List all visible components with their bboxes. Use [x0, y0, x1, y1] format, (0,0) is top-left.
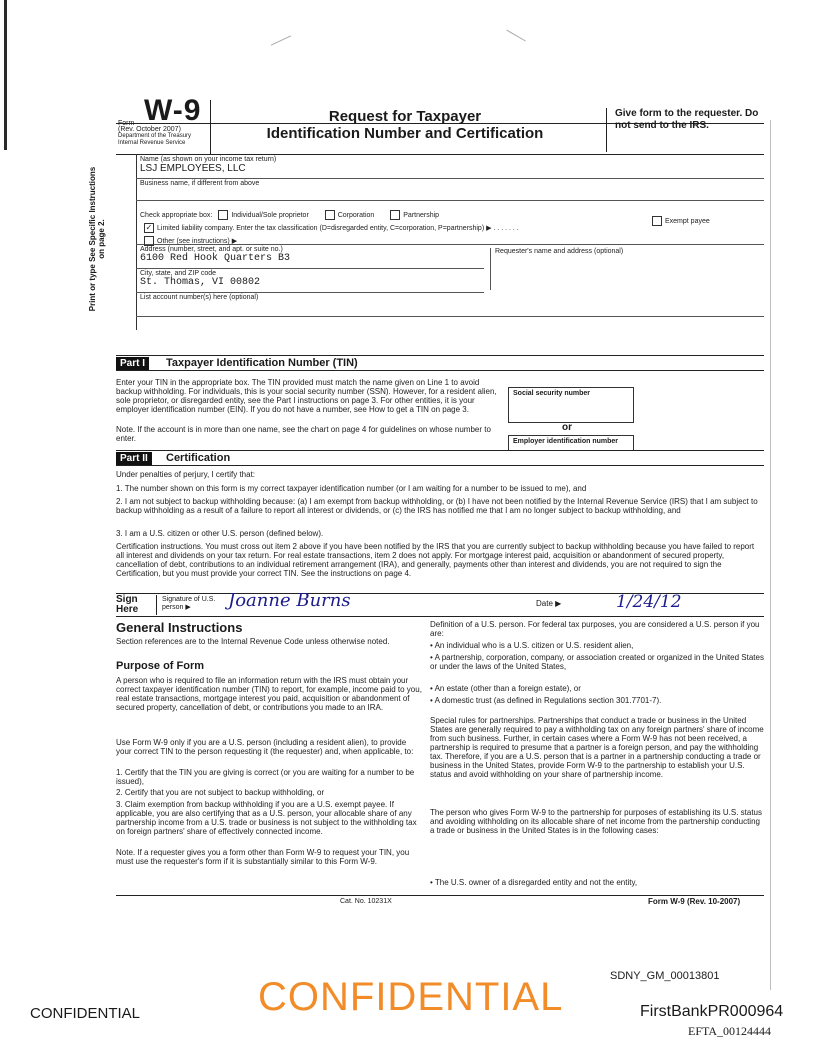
form-word: Form: [118, 120, 135, 127]
dept-line2: Internal Revenue Service: [118, 140, 186, 146]
business-label: Business name, if different from above: [140, 180, 260, 187]
rev-date: (Rev. October 2007): [118, 126, 181, 133]
address-value: 6100 Red Hook Quarters B3: [140, 253, 291, 264]
header-rule-bottom: [116, 154, 764, 155]
part1-text: Enter your TIN in the appropriate box. The TIN provided must match the name given on Line 1 to avoid backup withholding. For individuals, this is your social security number (SSN). However, for a resident alien, sole proprietor, or disregarded entity, see the Part I instructions on page 3. For other entities, it is your employer identification number (EIN). If you do not have a number, see How to get a TIN on page 3.: [116, 378, 497, 414]
name-field[interactable]: [136, 156, 764, 179]
give-form-note: Give form to the requester. Do not send to the IRS.: [606, 108, 773, 152]
side-label: [82, 160, 112, 324]
bates-sdny: SDNY_GM_00013801: [610, 970, 720, 982]
part2-tag: Part II: [116, 452, 152, 465]
checkbox-partnership[interactable]: [390, 210, 400, 220]
cert-item1: 1. The number shown on this form is my correct taxpayer identification number (or I am waiting for a number to be issued to me), and: [116, 484, 587, 493]
business-field[interactable]: [136, 180, 764, 201]
checkbox-other[interactable]: [144, 236, 154, 246]
purpose-p5: 3. Claim exemption from backup withholding if you are a U.S. exempt payee. If applicable, you are also certifying that as a U.S. person, your allocable share of any partnership income from a U.S. trade or business is not subject to the withholding tax on foreign partners' share of effectively connected income.: [116, 800, 417, 836]
date-label: Date ▶: [536, 599, 562, 608]
account-field[interactable]: [136, 294, 764, 317]
address-label: Address (number, street, and apt. or suite no.): [140, 246, 283, 253]
exempt-box: [648, 216, 758, 226]
def-b3: • An estate (other than a foreign estate), or: [430, 684, 581, 693]
title-line1: Request for Taxpayer: [328, 108, 482, 125]
date-value[interactable]: 1/24/12: [616, 592, 682, 612]
title-line2: Identification Number and Certification: [266, 125, 544, 142]
part1-bar: [116, 355, 764, 371]
confidential-stamp: CONFIDENTIAL: [258, 975, 564, 1019]
side-label-text: Print or type See Specific Instructions on page 2.: [88, 166, 106, 312]
owner-bullet: • The U.S. owner of a disregarded entity and not the entity,: [430, 878, 638, 887]
scan-edge-right: [770, 120, 771, 990]
confidential-label: CONFIDENTIAL: [30, 1005, 141, 1022]
account-label: List account number(s) here (optional): [140, 294, 259, 301]
def-b2: • A partnership, corporation, company, or association created or organized in the United States or under the laws of the United States,: [430, 653, 764, 671]
dept-line1: Department of the Treasury: [118, 133, 192, 139]
special-rules: Special rules for partnerships. Partnerships that conduct a trade or business in the United States are generally required to pay a withholding tax on any foreign partners' share of income from such business. Further, in certain cases where a Form W-9 has not been received, a partnership is required to presume that a partner is a foreign person, and pay the withholding tax. Therefore, if you are a U.S. person that is a partner in a partnership conducting a trade or business in the United States, provide Form W-9 to the partnership to establish your U.S. status and avoid withholding on your share of partnership income.: [430, 716, 764, 779]
cat-no: Cat. No. 10231X: [340, 898, 392, 905]
opt-partnership: Partnership: [403, 211, 440, 219]
purpose-heading: Purpose of Form: [116, 660, 205, 672]
scan-smudge: [506, 30, 526, 42]
bates-firstbank: FirstBankPR000964: [640, 1003, 784, 1020]
general-heading: General Instructions: [116, 620, 243, 635]
part2-bar: [116, 450, 764, 466]
sign-here: Sign Here: [116, 595, 157, 615]
check-label: Check appropriate box:: [140, 211, 213, 219]
person-paragraph: The person who gives Form W-9 to the partnership for purposes of establishing its U.S. status and avoiding withholding on its allocable share of net income from the partnership conducting a trade or business in the United States is in the following cases:: [430, 808, 763, 835]
checkbox-exempt[interactable]: [652, 216, 662, 226]
opt-corporation: Corporation: [337, 211, 375, 219]
cert-instructions: Certification instructions. You must cross out item 2 above if you have been notified by the IRS that you are currently subject to backup withholding because you have failed to report all interest and dividends on your tax return. For real estate transactions, item 2 does not apply. For mortgage interest paid, acquisition or abandonment of secured property, cancellation of debt, contributions to an individual retirement arrangement (IRA), and generally, payments other than interest and dividends, you are not required to sign the Certification, but you must provide your correct TIN. See the instructions on page 4.: [116, 542, 755, 578]
ein-box[interactable]: [508, 435, 634, 451]
part1-tag: Part I: [116, 357, 149, 370]
signature[interactable]: Joanne Burns: [228, 590, 351, 611]
bates-efta: EFTA_00124444: [688, 1024, 772, 1038]
cert-item2: 2. I am not subject to backup withholding because: (a) I am exempt from backup withholding, or (b) I have not been notified by the Internal Revenue Service (IRS) that I am subject to backup withholding as a result of a failure to report all interest or dividends, or (c) the IRS has notified me that I am no longer subject to backup withholding, and: [116, 497, 758, 515]
form-number: W-9: [144, 94, 202, 127]
city-field[interactable]: [136, 270, 484, 293]
purpose-p1: A person who is required to file an information return with the IRS must obtain your correct taxpayer identification number (TIN) to report, for example, income paid to you, real estate transactions, mortgage interest you paid, acquisition or abandonment of secured property, cancellation of debt, or contributions you made to an IRA.: [116, 676, 422, 712]
def-p1: Definition of a U.S. person. For federal tax purposes, you are considered a U.S. person if you are:: [430, 620, 760, 638]
ssn-label: Social security number: [513, 390, 591, 397]
scan-edge-left: [4, 0, 7, 150]
address-field[interactable]: [136, 246, 484, 269]
part1-title: Taxpayer Identification Number (TIN): [166, 357, 358, 369]
sig-label: Signature of U.S. person ▶: [162, 596, 216, 611]
footer-rule: [116, 895, 764, 896]
opt-other: Other (see instructions) ▶: [157, 237, 238, 245]
purpose-p3: 1. Certify that the TIN you are giving is correct (or you are waiting for a number to be issued),: [116, 768, 415, 786]
form-rev: [118, 126, 210, 147]
def-b1: • An individual who is a U.S. citizen or U.S. resident alien,: [430, 641, 634, 650]
purpose-p2: Use Form W-9 only if you are a U.S. person (including a resident alien), to provide your correct TIN to the person requesting it (the requester) and, when applicable, to:: [116, 738, 414, 756]
part2-intro: Under penalties of perjury, I certify that:: [116, 470, 256, 479]
requester-label: Requester's name and address (optional): [490, 248, 623, 290]
part2-title: Certification: [166, 452, 231, 464]
name-value: LSJ EMPLOYEES, LLC: [140, 163, 246, 174]
scan-smudge: [271, 35, 291, 45]
ssn-box[interactable]: [508, 387, 634, 423]
cert-item3: 3. I am a U.S. citizen or other U.S. person (defined below).: [116, 529, 324, 538]
form-ref: Form W-9 (Rev. 10-2007): [648, 897, 741, 906]
opt-individual: Individual/Sole proprietor: [231, 211, 309, 219]
city-label: City, state, and ZIP code: [140, 270, 217, 277]
checkbox-corporation[interactable]: [325, 210, 335, 220]
form-title: [212, 108, 598, 142]
city-value: St. Thomas, VI 00802: [140, 277, 261, 288]
classification-row: [136, 210, 764, 245]
purpose-note: Note. If a requester gives you a form other than Form W-9 to request your TIN, you must use the requester's form if it is substantially similar to this Form W-9.: [116, 848, 410, 866]
checkbox-individual[interactable]: [218, 210, 228, 220]
general-intro: Section references are to the Internal Revenue Code unless otherwise noted.: [116, 637, 390, 646]
purpose-p4: 2. Certify that you are not subject to backup withholding, or: [116, 788, 325, 797]
or-label: or: [562, 422, 572, 433]
part1-note: Note. If the account is in more than one name, see the chart on page 4 for guidelines on whose number to enter.: [116, 425, 491, 443]
sign-row: [116, 590, 764, 617]
checkbox-llc[interactable]: ✓: [145, 223, 153, 232]
ein-label: Employer identification number: [513, 438, 619, 445]
name-label: Name (as shown on your income tax return): [140, 156, 277, 163]
opt-llc: Limited liability company. Enter the tax classification (D=disregarded entity, C=corporation, P=partnership) ▶ . . . . . . .: [157, 224, 519, 232]
exempt-label: Exempt payee: [665, 217, 710, 225]
def-b4: • A domestic trust (as defined in Regulations section 301.7701-7).: [430, 696, 662, 705]
